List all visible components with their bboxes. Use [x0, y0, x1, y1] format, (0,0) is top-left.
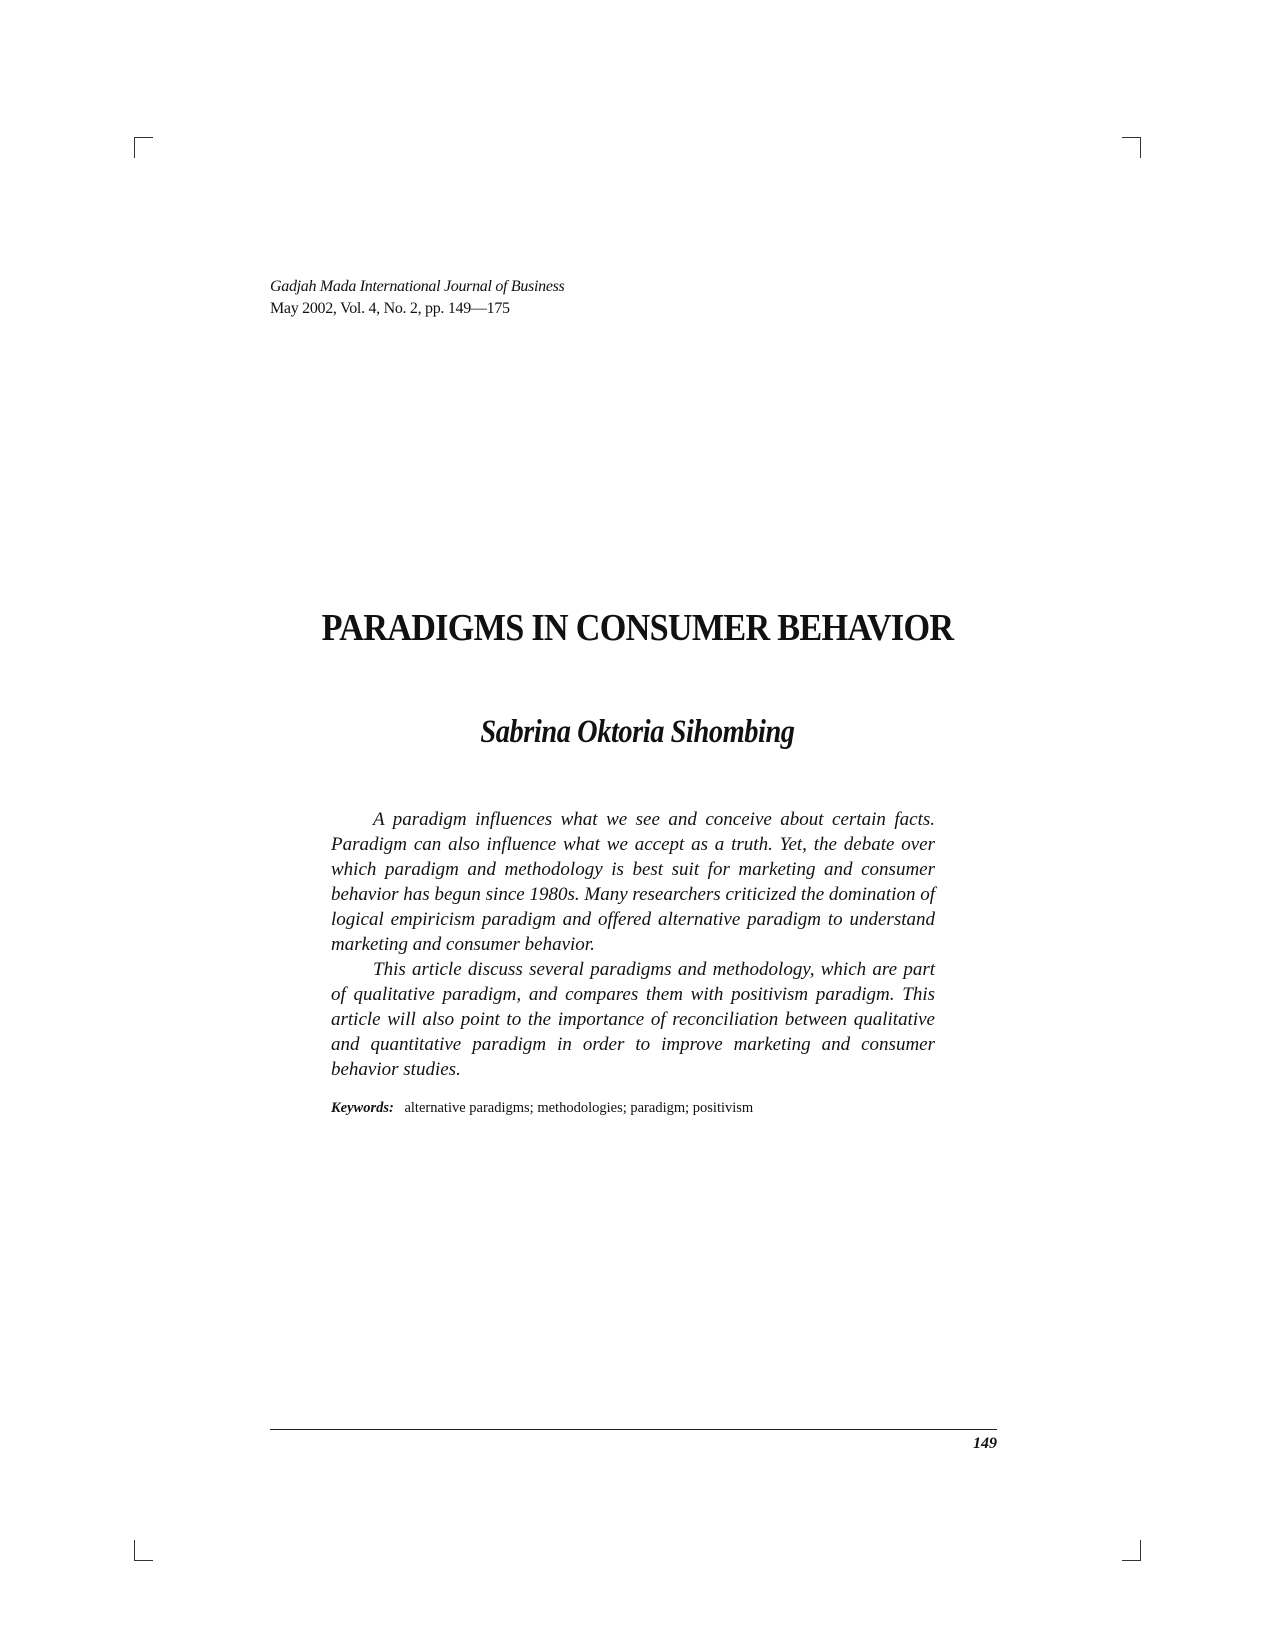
journal-issue-info: May 2002, Vol. 4, No. 2, pp. 149—175	[270, 300, 510, 317]
keywords-list: alternative paradigms; methodologies; paradigm; positivism	[404, 1100, 754, 1116]
crop-mark-bottom-right	[1122, 1540, 1141, 1561]
journal-name: Gadjah Mada International Journal of Business	[270, 278, 565, 295]
abstract-paragraph: This article discuss several paradigms and methodology, which are part of qualitative paradigm, and compares them with positivism paradigm. This article will also point to the importance of reconciliation between qualitative and quantitative paradigm in order to improve marketing and consumer behavior studies.	[331, 959, 935, 1080]
keywords-label: Keywords:	[331, 1100, 394, 1116]
footer-rule	[270, 1429, 997, 1430]
crop-mark-bottom-left	[134, 1540, 153, 1561]
abstract-paragraph: A paradigm influences what we see and conceive about certain facts. Paradigm can also influence what we accept as a truth. Yet, the debate over which paradigm and methodology is best suit for marketing and consumer behavior has begun since 1980s. Many researchers criticized the domination of logical empiricism paradigm and offered alternative paradigm to understand marketing and consumer behavior.	[331, 809, 935, 955]
page-number: 149	[973, 1435, 997, 1452]
crop-mark-top-right	[1122, 137, 1141, 158]
crop-mark-top-left	[134, 137, 153, 158]
author-name: Sabrina Oktoria Sihombing	[480, 714, 795, 750]
keywords	[331, 1100, 753, 1117]
journal-header	[270, 276, 565, 320]
abstract	[331, 807, 935, 1082]
article-title: PARADIGMS IN CONSUMER BEHAVIOR	[321, 607, 954, 649]
